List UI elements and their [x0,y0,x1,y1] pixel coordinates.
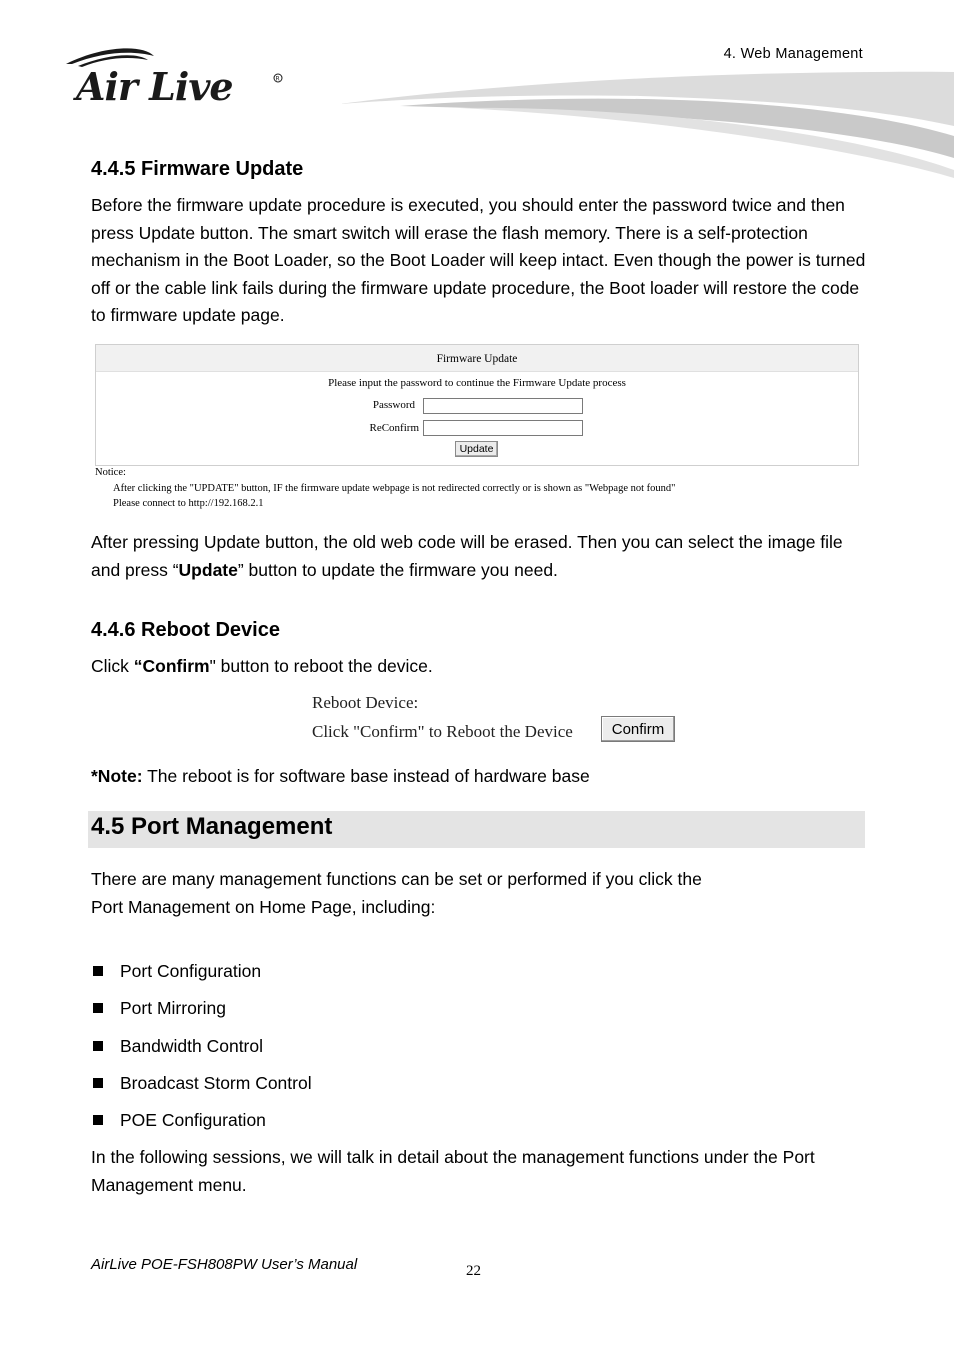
header-swoosh-decoration [340,66,954,186]
firmware-update-description: Before the firmware update procedure is executed, you should enter the password twice and then press Update button. The smart switch will erase the flash memory. There is a self-protection mechanism in the Boot Loader, so the Boot Loader will keep intact. Even though the power is turned off or the cable link fails during the firmware update procedure, the Boot loader will restore the code to firmware update page. [91,195,866,325]
chapter-label: 4. Web Management [723,46,863,62]
notice-label: Notice: [95,467,126,478]
svg-text:R: R [275,75,280,83]
confirm-button[interactable]: Confirm [601,716,675,742]
note-label: *Note: [91,766,143,786]
footer-manual-title: AirLive POE-FSH808PW User’s Manual [91,1256,358,1273]
list-item-label: Port Configuration [120,961,262,981]
reboot-click-suffix: " button to reboot the device. [209,656,433,676]
notice-line-1: After clicking the "UPDATE" button, IF the firmware update webpage is not redirected correctly or is shown as "Webpage not found" [113,483,676,494]
section-heading-reboot-device: 4.4.6 Reboot Device [91,619,280,641]
square-bullet-icon [93,1003,103,1013]
after-update-text-2: ” button to update the firmware you need. [237,559,558,580]
list-item-label: Port Mirroring [120,998,226,1019]
after-update-paragraph [91,529,871,584]
port-management-list [91,958,312,1144]
square-bullet-icon [93,1115,103,1125]
password-field[interactable] [423,398,583,414]
after-update-bold: Update [178,559,238,580]
list-item-label: Broadcast Storm Control [120,1072,312,1093]
intro-line-1: There are many management functions can be set or performed if you click the [91,869,702,889]
list-item [91,1107,312,1144]
page-number: 22 [466,1263,481,1279]
notice-line-2: Please connect to http://192.168.2.1 [113,498,264,509]
section-title-port-management: 4.5 Port Management [91,813,333,840]
list-item [91,1033,312,1070]
note-text: The reboot is for software base instead of hardware base [142,766,590,786]
firmware-panel-title: Firmware Update [96,345,858,372]
reboot-prompt: Click "Confirm" to Reboot the Device [312,722,573,741]
reboot-description [91,653,433,681]
square-bullet-icon [93,1078,103,1088]
reconfirm-label: ReConfirm [369,422,419,434]
list-item [91,995,312,1032]
port-management-intro [91,866,871,921]
password-label: Password [372,399,415,411]
firmware-update-panel [95,344,859,466]
intro-line-2: Port Management on Home Page, including: [91,896,436,917]
airlive-logo [62,42,292,112]
reboot-click-prefix: Click [91,656,134,676]
square-bullet-icon [93,966,103,976]
list-item [91,1070,312,1107]
following-paragraph: In the following sessions, we will talk in detail about the management functions under the Port Management menu. [91,1147,815,1195]
note-paragraph [91,763,590,791]
firmware-instruction: Please input the password to continue the Firmware Update process [328,377,626,389]
after-update-text-1: After pressing Update button, the old web code will be erased. Then you can select the image file and press “ [91,532,843,580]
reconfirm-field[interactable] [423,420,583,436]
list-item [91,958,312,995]
section-heading-firmware-update: 4.4.5 Firmware Update [91,158,304,180]
list-item-label: Bandwidth Control [120,1035,263,1056]
reboot-panel-title: Reboot Device: [312,693,419,712]
square-bullet-icon [93,1041,103,1051]
list-item-label: POE Configuration [120,1110,266,1131]
reboot-click-bold: “Confirm [133,656,210,676]
update-button[interactable]: Update [455,441,498,457]
reboot-panel [312,688,573,746]
svg-text:Air Live: Air Live [76,64,233,109]
